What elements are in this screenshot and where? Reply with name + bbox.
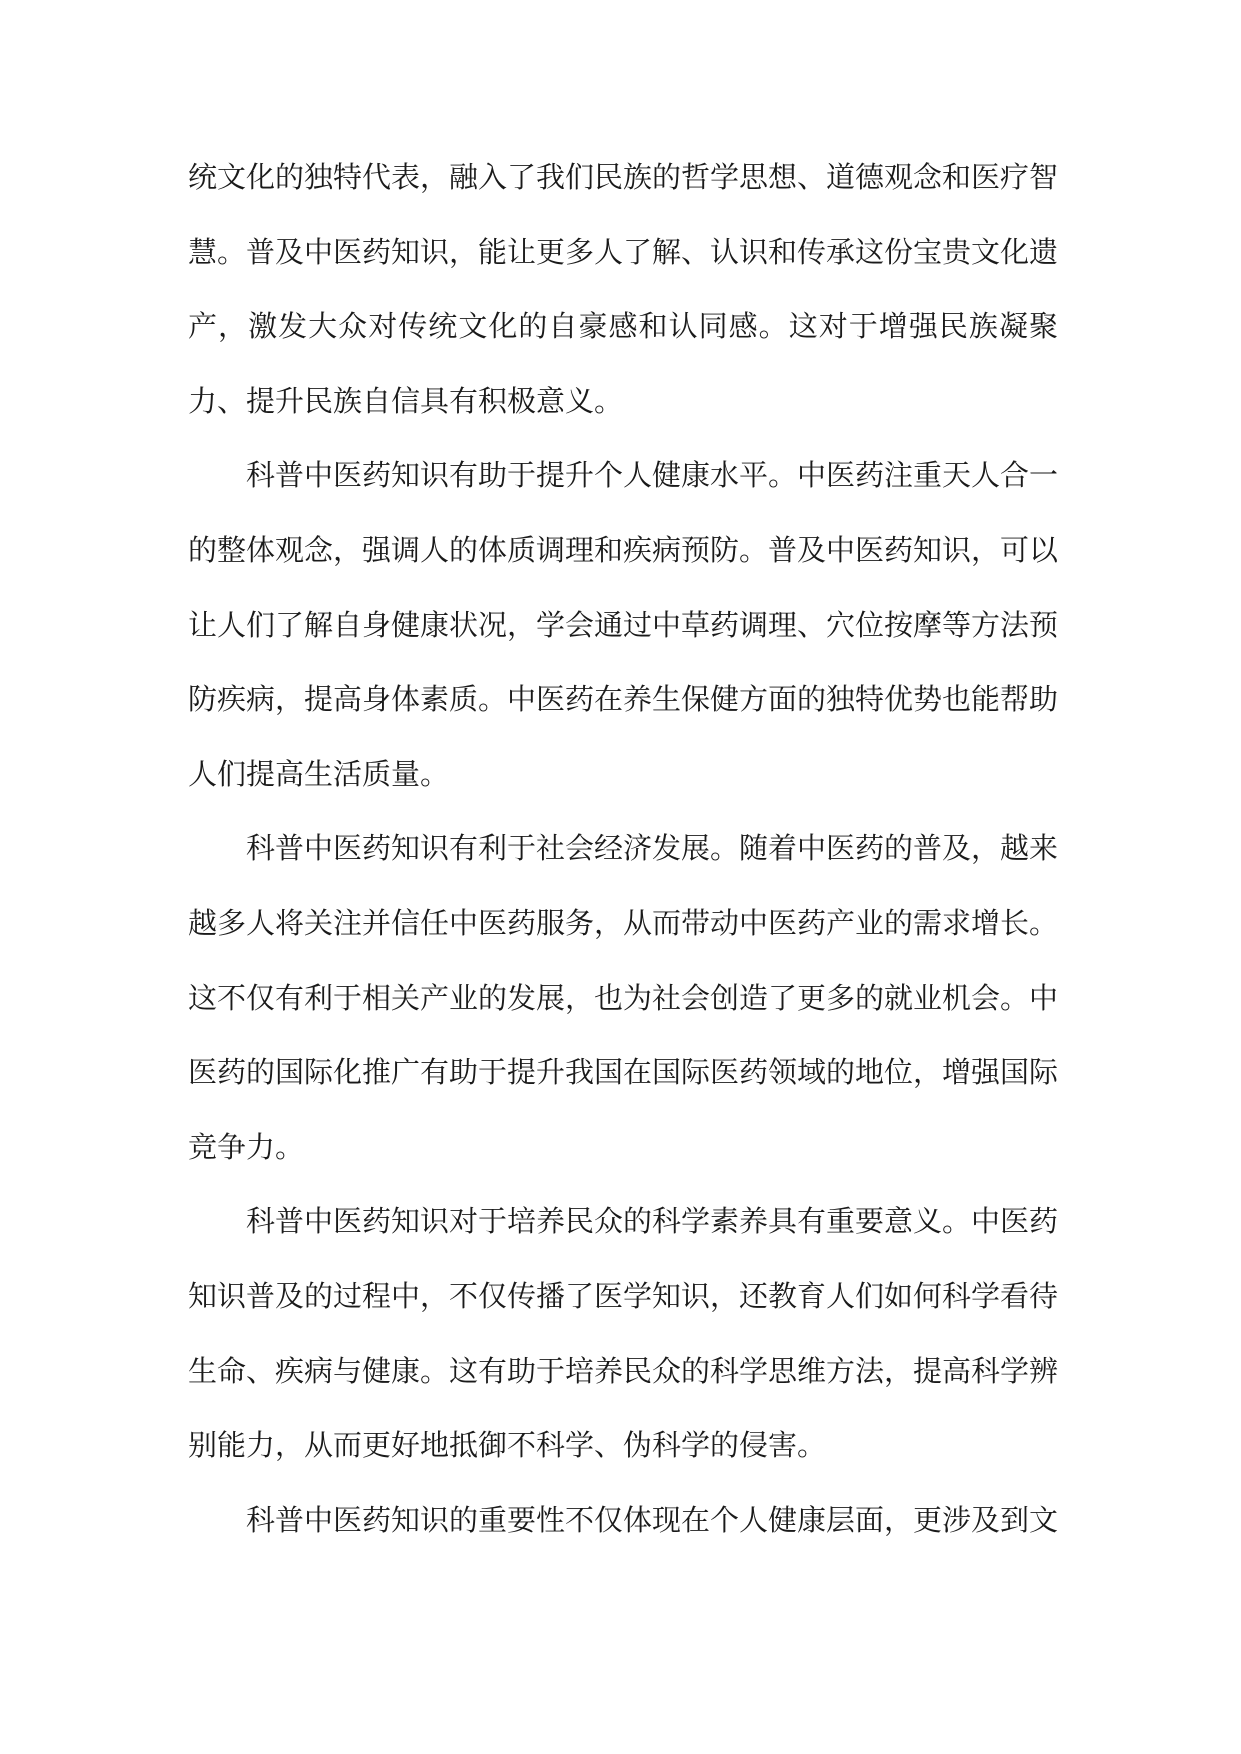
document-body [188,140,1058,1557]
paragraph-2: 科普中医药知识有助于提升个人健康水平。中医药注重天人合一的整体观念，强调人的体质调理和疾病预防。普及中医药知识，可以让人们了解自身健康状况，学会通过中草药调理、穴位按摩等方法预防疾病，提高身体素质。中医药在养生保健方面的独特优势也能帮助人们提高生活质量。 [188,458,1059,791]
paragraph-5: 科普中医药知识的重要性不仅体现在个人健康层面，更涉及到文 [246,1502,1059,1537]
paragraph-4: 科普中医药知识对于培养民众的科学素养具有重要意义。中医药知识普及的过程中，不仅传播了医学知识，还教育人们如何科学看待生命、疾病与健康。这有助于培养民众的科学思维方法，提高科学辨别能力，从而更好地抵御不科学、伪科学的侵害。 [188,1204,1059,1463]
paragraph-1: 统文化的独特代表，融入了我们民族的哲学思想、道德观念和医疗智慧。普及中医药知识，能让更多人了解、认识和传承这份宝贵文化遗产，激发大众对传统文化的自豪感和认同感。这对于增强民族凝聚力、提升民族自信具有积极意义。 [188,160,1059,418]
paragraph-3: 科普中医药知识有利于社会经济发展。随着中医药的普及，越来越多人将关注并信任中医药服务，从而带动中医药产业的需求增长。这不仅有利于相关产业的发展，也为社会创造了更多的就业机会。中医药的国际化推广有助于提升我国在国际医药领域的地位，增强国际竞争力。 [188,831,1059,1164]
